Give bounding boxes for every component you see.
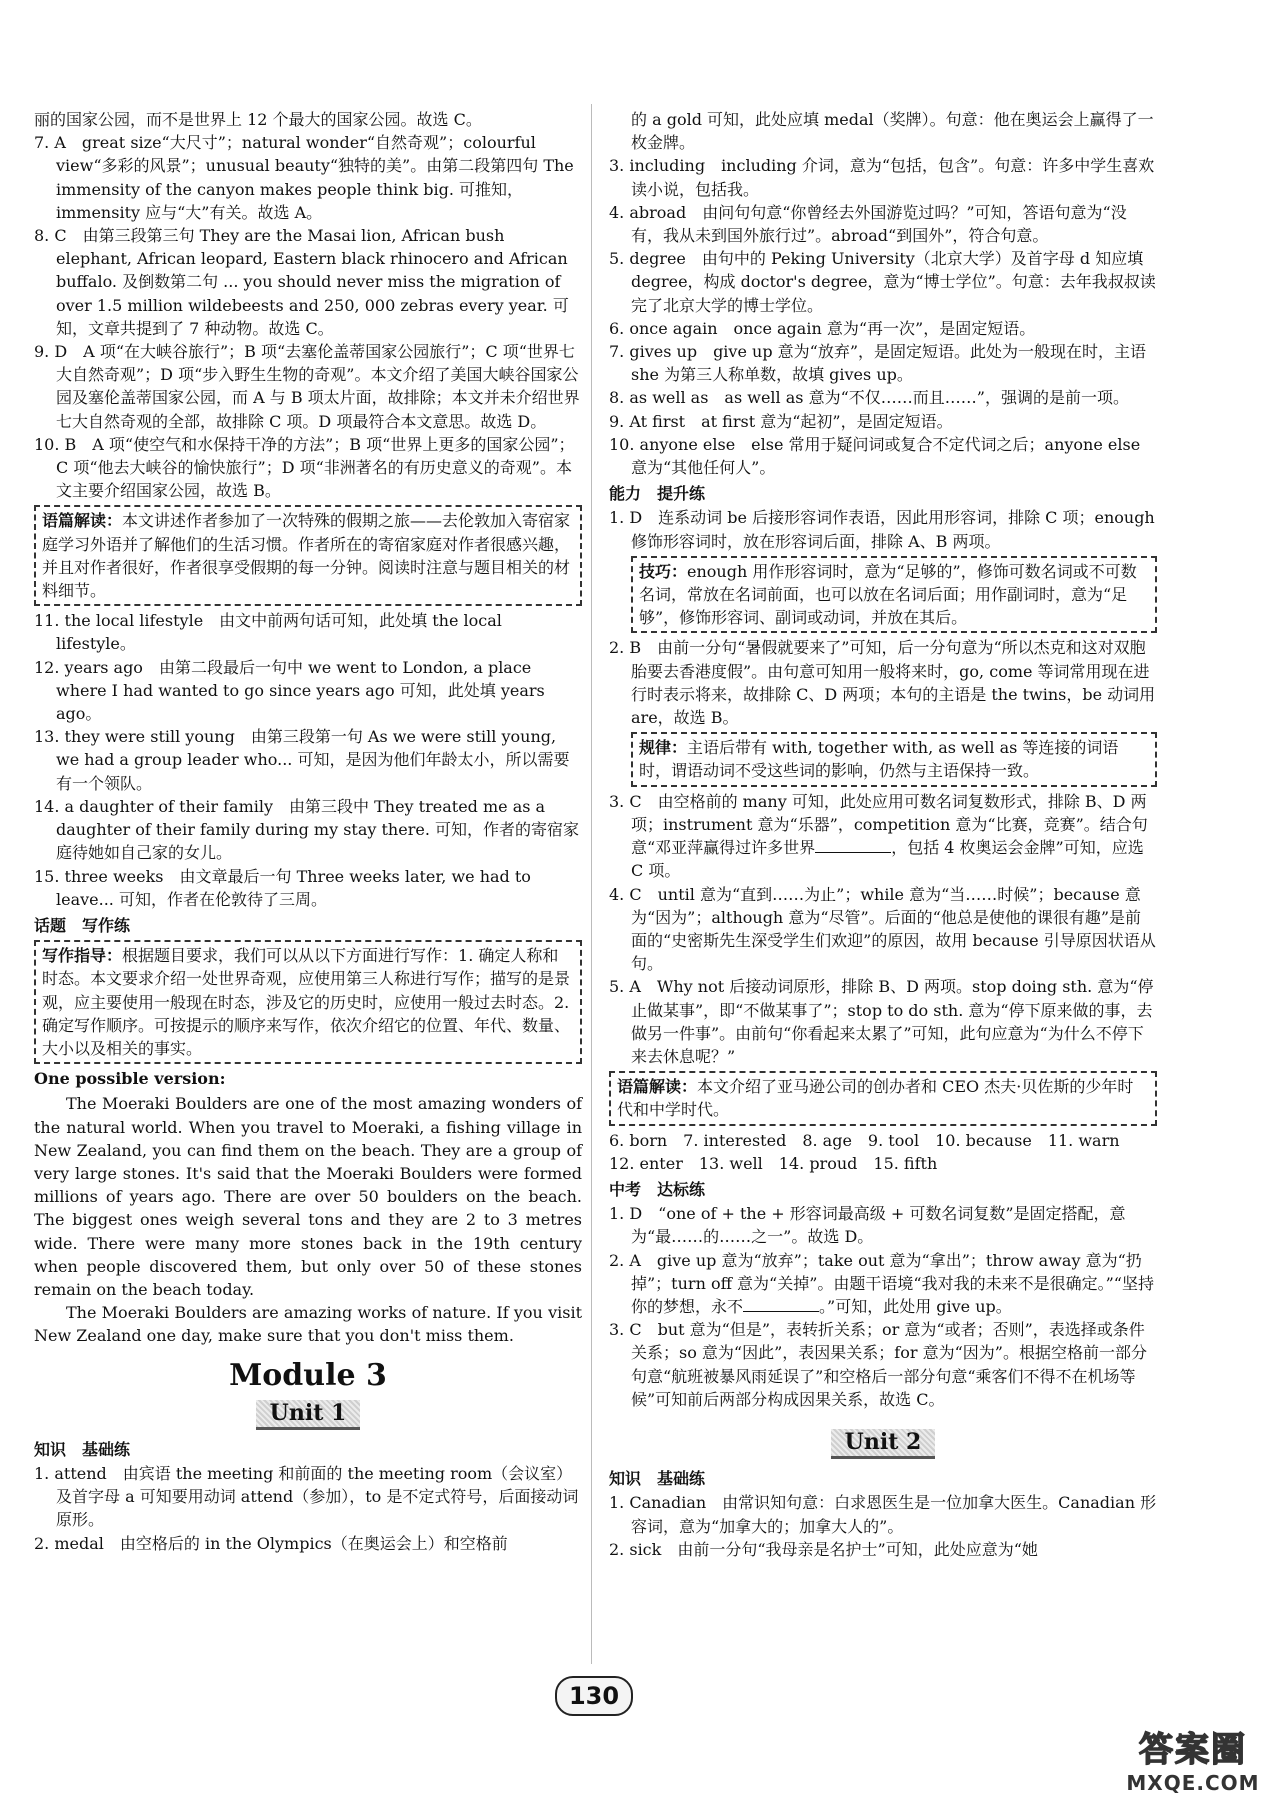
box-text: 本文介绍了亚马逊公司的创办者和 CEO 杰夫·贝佐斯的少年时代和中学时代。 [617,1077,1134,1120]
fill-blank [815,836,891,853]
basic-answer-7: 7. gives up give up 意为“放弃”，是固定短语。此处为一般现在时，主语 she 为第三人称单数，故填 gives up。 [609,342,1147,385]
answer-text: 。”可知，此处用 give up。 [819,1296,1012,1316]
unit-title: Unit 2 [831,1429,936,1459]
section-heading-ability: 能力 提升练 [609,484,706,504]
basic-answer-8: 8. as well as as well as 意为“不仅……而且……”，强调的是前一项。 [609,388,1129,408]
answer-7: 7. A great size“大尺寸”；natural wonder“自然奇观”；colourful view“多彩的风景”；unusual beauty“独特的美”。由第二段第四句 The immensity of the canyon makes people think big. 可推知，immensity 应与“大”有关。故选 A。 [34,133,574,222]
basic-answer-9: 9. At first at first 意为“起初”，是固定短语。 [609,411,953,431]
column-divider [591,104,592,1664]
box-label: 规律： [639,738,688,758]
answer-text: 3. C 由空格前的 many 可知，此处应用可数名词复数形式，排除 B、D 两项；instrument 意为“乐器”，competition 意为“比赛，竞赛”。结合句意“邓亚萍赢得过许多世界 [609,791,1148,858]
answer-15: 15. three weeks 由文章最后一句 Three weeks later, we had to leave... 可知，作者在伦敦待了三周。 [34,866,531,909]
basic-answer-5: 5. degree 由句中的 Peking University（北京大学）及首字母 d 知应填 degree，构成 doctor's degree，意为“博士学位”。句意：去年我叔叔读完了北京大学的博士学位。 [609,249,1156,315]
rule-box [631,732,1157,786]
section-heading-exam: 中考 达标练 [609,1179,706,1199]
answer-row: 12. enter 13. well 14. proud 15. fifth [609,1153,938,1173]
unit-title: Unit 1 [256,1400,361,1430]
answer-continuation: 的 a gold 可知，此处应填 medal（奖牌）。句意：他在奥运会上赢得了一枚金牌。 [631,110,1154,153]
basic-answer-3: 3. including including 介词，意为“包括，包含”。句意：许多中学生喜欢读小说，包括我。 [609,156,1155,199]
unit2-answer-1: 1. Canadian 由常识知句意：白求恩医生是一位加拿大医生。Canadian 形容词，意为“加拿大的；加拿大人的”。 [609,1493,1157,1536]
fill-blank [743,1295,819,1312]
basic-answer-10: 10. anyone else else 常用于疑问词或复合不定代词之后；anyone else 意为“其他任何人”。 [609,434,1141,478]
answer-text: ，包括 4 枚奥运会金牌”可知，应选 C 项。 [631,838,1144,881]
exam-answer-3: 3. C but 意为“但是”，表转折关系；or 意为“或者；否则”，表选择或条件关系；so 意为“因此”，表因果关系；for 意为“因为”。根据空格前一部分句意“航班被暴风雨延误了”和空格后一部分句意“乘客们不得不在机场等候”可知前后两部分构成因果关系，故选 C。 [609,1320,1147,1409]
essay-title: One possible version: [34,1069,226,1089]
box-text: 本文讲述作者参加了一次特殊的假期之旅——去伦敦加入寄宿家庭学习外语并了解他们的生活习惯。作者所在的寄宿家庭对作者很感兴趣，并且对作者很好，作者很享受假期的每一分钟。阅读时注意与题目相关的材料细节。 [42,511,571,601]
left-column [34,108,582,1555]
exam-answer-1: 1. D “one of + the + 形容词最高级 + 可数名词复数”是固定搭配，意为“最……的……之一”。故选 D。 [609,1204,1126,1247]
box-label: 语篇解读： [42,511,123,531]
ability-answer-3 [609,790,1157,883]
box-text: enough 用作形容词时，意为“足够的”，修饰可数名词或不可数名词，常放在名词前面，也可以放在名词后面；用作副词时，意为“足够”，修饰形容词、副词或动词，并放在其后。 [639,561,1137,628]
answer-12: 12. years ago 由第二段最后一句中 we went to London, a place where I had wanted to go since years ago 可知，此处填 years ago。 [34,657,545,724]
section-heading-writing: 话题 写作练 [34,915,131,935]
box-label: 写作指导： [42,946,123,966]
essay-paragraph: The Moeraki Boulders are amazing works of nature. If you visit New Zealand one day, make sure that you don't miss them. [34,1303,582,1346]
passage-analysis-box [34,505,582,606]
essay-paragraph: The Moeraki Boulders are one of the most amazing wonders of the natural world. When you travel to Moeraki, a fishing village in New Zealand, you can find them on the beach. They are a group of very large stones. It's said that the Moeraki Boulders were formed millions of years ago. There are over 50 boulders on the beach. The biggest ones weigh several tons and they are 2 to 3 metres wide. There were many more stones back in the 19th century when people discovered them, but only over 50 of these stones remain on the beach today. [34,1094,582,1299]
right-column [609,108,1157,1561]
basic-answer-1: 1. attend 由宾语 the meeting 和前面的 the meeting room（会议室）及首字母 a 可知要用动词 attend（参加），to 是不定式符号，后面接动词原形。 [34,1463,579,1530]
page-number: 130 [555,1676,633,1716]
basic-answer-6: 6. once again once again 意为“再一次”，是固定短语。 [609,318,1036,338]
answer-row: 6. born 7. interested 8. age 9. tool 10. because 11. warn [609,1130,1120,1150]
box-label: 技巧： [639,561,688,581]
ability-answer-4: 4. C until 意为“直到……为止”；while 意为“当……时候”；because 意为“因为”；although 意为“尽管”。后面的“他总是使他的课很有趣”是前面的“史密斯先生深受学生们欢迎”的原因，故用 because 引导原因状语从句。 [609,884,1156,974]
sample-essay [34,1092,582,1347]
box-text: 根据题目要求，我们可以从以下方面进行写作：1. 确定人称和时态。本文要求介绍一处世界奇观，应使用第三人称进行写作；描写的是景观，应主要使用一般现在时态，涉及它的历史时，应使用一般过去时态。2. 确定写作顺序。可按提示的顺序来写作，依次介绍它的位置、年代、数量、大小以及相关的事实。 [42,946,571,1058]
answer-13: 13. they were still young 由第三段第一句 As we were still young, we had a group leader who... 可知，是因为他们年龄太小，所以需要有一个领队。 [34,727,570,793]
ability-answer-1: 1. D 连系动词 be 后接形容词作表语，因此用形容词，排除 C 项；enough 修饰形容词时，放在形容词后面，排除 A、B 两项。 [609,508,1155,551]
watermark-text: 答案圈 [1139,1730,1247,1770]
ability-answer-2: 2. B 由前一分句“暑假就要来了”可知，后一分句意为“所以杰克和这对双胞胎要去香港度假”。由句意可知用一般将来时，go, come 等词常用现在进行时表示将来，故排除 C、D 两项；本句的主语是 the twins，be 动词用 are，故选 B。 [609,638,1156,728]
answer-11: 11. the local lifestyle 由文中前两句话可知，此处填 the local lifestyle。 [34,611,502,654]
section-heading-basic: 知识 基础练 [34,1439,131,1459]
answer-10: 10. B A 项“使空气和水保持干净的方法”；B 项“世界上更多的国家公园”；C 项“他去大峡谷的愉快旅行”；D 项“非洲著名的有历史意义的奇观”。本文主要介绍国家公园，故选 B。 [34,434,575,501]
module-title: Module 3 [229,1357,387,1393]
exam-answer-2 [609,1249,1157,1319]
section-heading-basic: 知识 基础练 [609,1469,706,1489]
ability-answer-5: 5. A Why not 后接动词原形，排除 B、D 两项。stop doing sth. 意为“停止做某事”，即“不做某事了”；stop to do sth. 意为“停下原来做的事，去做另一件事”。由前句“你看起来太累了”可知，此句应意为“为什么不停下来去休息呢？” [609,977,1154,1066]
writing-guide-box [34,940,582,1064]
passage-analysis-box [609,1071,1157,1125]
answer-9: 9. D A 项“在大峡谷旅行”；B 项“去塞伦盖蒂国家公园旅行”；C 项“世界七大自然奇观”；D 项“步入野生生物的奇观”。本文介绍了美国大峡谷国家公园及塞伦盖蒂国家公园，而 A 与 B 项太片面，故排除；本文并未介绍世界七大自然奇观的全部，故排除 C 项。D 项最符合本文意思。故选 D。 [34,342,580,431]
tip-box [631,556,1157,634]
basic-answer-4: 4. abroad 由问句句意“你曾经去外国游览过吗？”可知，答语句意为“没有，我从未到国外旅行过”。abroad“到国外”，符合句意。 [609,202,1127,246]
answer-14: 14. a daughter of their family 由第三段中 They treated me as a daughter of their family during my stay there. 可知，作者的寄宿家庭待她如自己家的女儿。 [34,796,579,863]
unit2-answer-2: 2. sick 由前一分句“我母亲是名护士”可知，此处应意为“她 [609,1539,1038,1559]
watermark-logo [1113,1722,1273,1795]
answer-8: 8. C 由第三段第三句 They are the Masai lion, African bush elephant, African leopard, Eastern black rhinocero and African buffalo. 及倒数第二句 ... you should never miss the migration of over 1.5 million wildebeests and 250, 000 zebras every year. 可知，文章共提到了 7 种动物。故选 C。 [34,226,569,338]
box-label: 语篇解读： [617,1077,698,1097]
watermark-url: MXQE.COM [1126,1771,1260,1795]
basic-answer-2: 2. medal 由空格后的 in the Olympics（在奥运会上）和空格前 [34,1533,508,1553]
answer-text: 2. A give up 意为“放弃”；take out 意为“拿出”；throw away 意为“扔掉”；turn off 意为“关掉”。由题干语境“我对我的未来不是很确定。”“坚持你的梦想，永不 [609,1250,1154,1316]
answer-continuation: 丽的国家公园，而不是世界上 12 个最大的国家公园。故选 C。 [34,110,482,129]
box-text: 主语后带有 with, together with, as well as 等连接的词语时，谓语动词不受这些词的影响，仍然与主语保持一致。 [639,738,1119,781]
